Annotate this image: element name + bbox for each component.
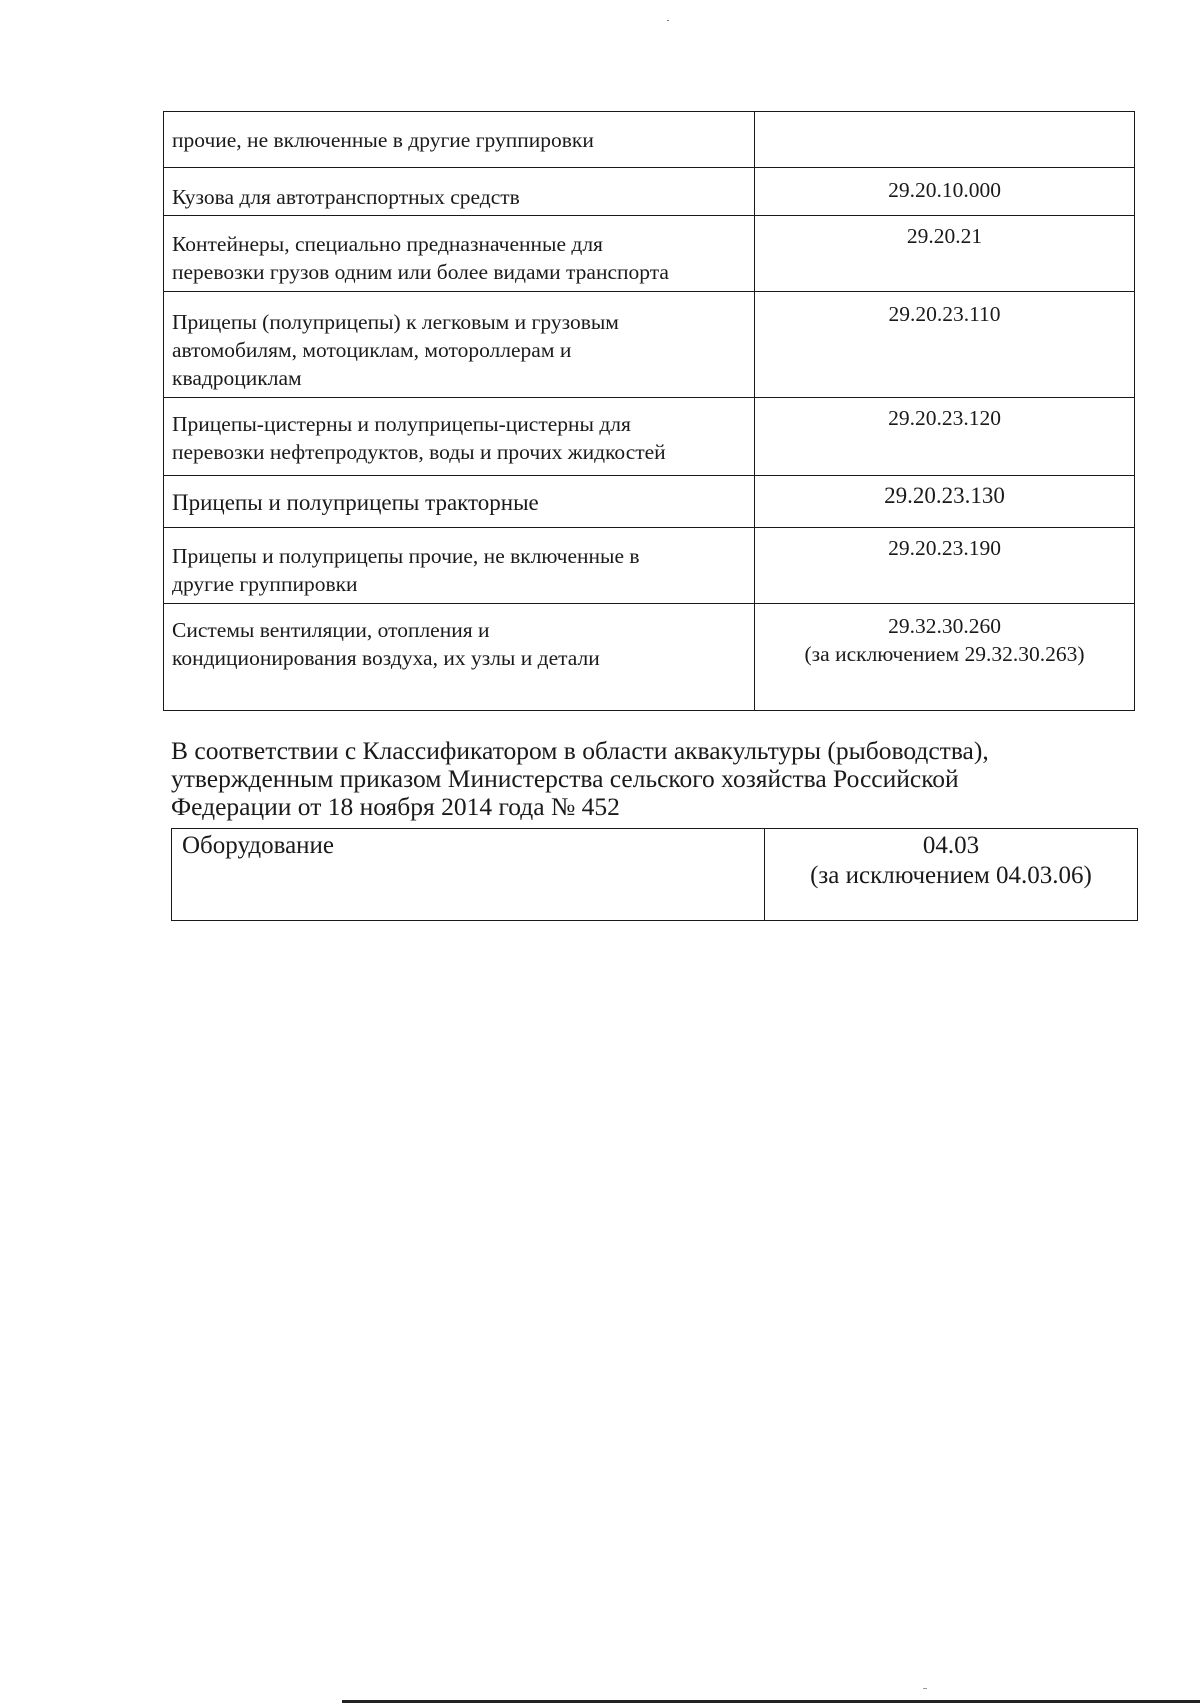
classification-table-aquaculture [171,828,1138,921]
item-code-cell [755,112,1135,168]
item-name-line: Прицепы (полуприцепы) к легковым и грузовым [172,310,619,334]
aquaculture-classifier-paragraph [171,737,1131,821]
item-name-line: Кузова для автотранспортных средств [172,185,520,209]
item-name-line: перевозки нефтепродуктов, воды и прочих жидкостей [172,440,666,464]
item-name-line: перевозки грузов одним или более видами транспорта [172,260,669,284]
item-name-line: Контейнеры, специально предназначенные для [172,232,603,256]
item-name-line: Системы вентиляции, отопления и [172,618,490,642]
item-name-line: Прицепы-цистерны и полуприцепы-цистерны для [172,412,631,436]
item-code-line: 29.20.23.120 [888,406,1001,430]
item-name-line: Прицепы и полуприцепы тракторные [172,490,539,515]
paragraph-line: В соответствии с Классификатором в области аквакультуры (рыбоводства), [171,736,989,765]
item-name-cell [164,112,755,168]
item-code-line: 29.20.23.110 [888,302,1001,326]
item-name-line: прочие, не включенные в другие группировки [172,128,594,152]
item-name-line: Оборудование [182,832,335,859]
item-code-cell [755,604,1135,711]
table-row [164,216,1135,292]
item-name-cell [164,216,755,292]
item-code-cell [755,398,1135,476]
item-code-line: 29.20.23.130 [884,483,1005,508]
item-code-line: (за исключением 29.32.30.263) [804,642,1085,666]
table-row [164,168,1135,216]
item-name-line: другие группировки [172,572,358,596]
paragraph-line: Федерации от 18 ноября 2014 года № 452 [171,792,620,821]
item-name-cell [164,528,755,604]
table-row [164,604,1135,711]
item-code-line: (за исключением 04.03.06) [810,862,1092,889]
item-code-line: 29.20.10.000 [888,178,1001,202]
item-code-line: 04.03 [922,832,980,859]
item-code-cell [755,476,1135,528]
classification-table-okpd [163,111,1135,711]
item-code-cell [755,528,1135,604]
item-name-cell [164,604,755,711]
item-code-cell [755,292,1135,398]
scan-speck [667,20,669,21]
scan-speck [923,1688,927,1689]
item-code-line: 29.32.30.260 [888,614,1001,638]
item-name-line: автомобилям, мотоциклам, мотороллерам и [172,338,572,362]
table-row [164,292,1135,398]
item-name-line: Прицепы и полуприцепы прочие, не включенные в [172,544,640,568]
item-name-cell [164,168,755,216]
item-code-line: 29.20.23.190 [888,536,1001,560]
item-name-line: кондиционирования воздуха, их узлы и детали [172,646,600,670]
paragraph-line: утвержденным приказом Министерства сельского хозяйства Российской [171,764,959,793]
item-code-cell [755,168,1135,216]
table-row [164,528,1135,604]
table-row [164,398,1135,476]
item-name-cell [164,398,755,476]
table-row [172,829,1138,921]
item-code-line: 29.20.21 [906,224,983,248]
item-code-cell [765,829,1138,921]
table-row [164,112,1135,168]
bottom-edge-line [342,1700,1200,1703]
item-code-cell [755,216,1135,292]
table-row [164,476,1135,528]
item-name-cell [172,829,765,921]
item-name-line: квадроциклам [172,366,302,390]
item-name-cell [164,476,755,528]
item-name-cell [164,292,755,398]
